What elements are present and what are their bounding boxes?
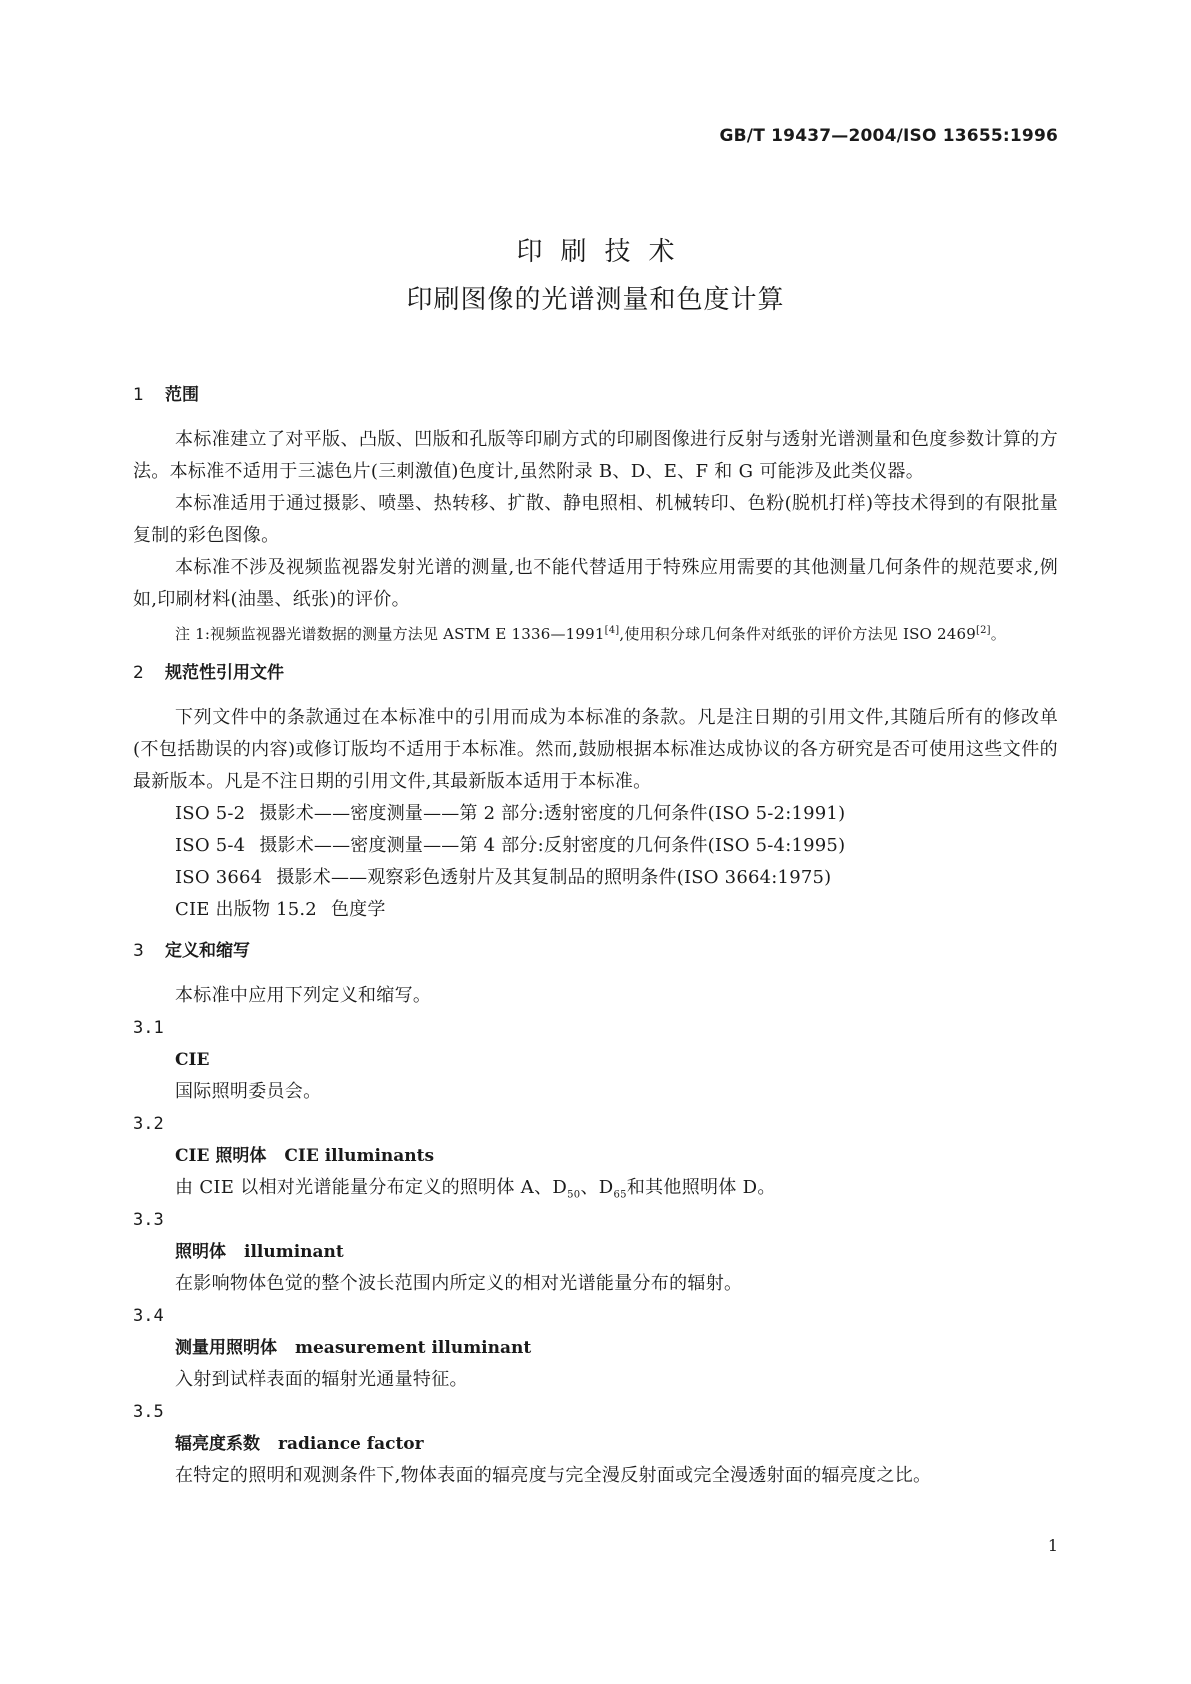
page-number: 1 <box>1047 1536 1058 1555</box>
section-1-heading <box>133 380 1058 410</box>
document-title <box>0 228 1191 324</box>
reference-item: ISO 5-2 摄影术——密度测量——第 2 部分:透射密度的几何条件(ISO 5-2:1991) <box>175 803 846 824</box>
reference-item: CIE 出版物 15.2 色度学 <box>175 899 386 920</box>
reference-item: ISO 3664 摄影术——观察彩色透射片及其复制品的照明条件(ISO 3664:1975) <box>175 867 832 888</box>
title-line-1: 印刷技术 <box>516 237 693 267</box>
paragraph: 下列文件中的条款通过在本标准中的引用而成为本标准的条款。凡是注日期的引用文件,其随后所有的修改单(不包括勘误的内容)或修订版均不适用于本标准。然而,鼓励根据本标准达成协议的各方研究是否可使用这些文件的最新版本。凡是不注日期的引用文件,其最新版本适用于本标准。 <box>133 707 1058 792</box>
section-title: 定义和缩写 <box>165 941 250 961</box>
reference-item: ISO 5-4 摄影术——密度测量——第 4 部分:反射密度的几何条件(ISO 5-4:1995) <box>175 835 846 856</box>
clause-number: 3.4 <box>133 1306 164 1326</box>
clause-number: 3.2 <box>133 1114 164 1134</box>
term: CIE <box>175 1050 210 1070</box>
paragraph: 本标准适用于通过摄影、喷墨、热转移、扩散、静电照相、机械转印、色粉(脱机打样)等技术得到的有限批量复制的彩色图像。 <box>133 493 1058 546</box>
section-2-heading <box>133 658 1058 688</box>
paragraph: 本标准不涉及视频监视器发射光谱的测量,也不能代替适用于特殊应用需要的其他测量几何条件的规范要求,例如,印刷材料(油墨、纸张)的评价。 <box>133 557 1058 610</box>
section-title: 规范性引用文件 <box>165 663 284 683</box>
clause-number: 3.1 <box>133 1018 164 1038</box>
section-number: 2 <box>133 663 144 683</box>
paragraph: 本标准中应用下列定义和缩写。 <box>175 985 432 1006</box>
section-number: 1 <box>133 385 144 405</box>
term-definition: 由 CIE 以相对光谱能量分布定义的照明体 A、$D_{50}$、$D_{65}$和其他照明体 D。 <box>175 1177 776 1201</box>
term-definition: 在影响物体色觉的整个波长范围内所定义的相对光谱能量分布的辐射。 <box>175 1273 743 1294</box>
clause-number: 3.3 <box>133 1210 164 1230</box>
title-line-2: 印刷图像的光谱测量和色度计算 <box>406 285 785 315</box>
term: 辐亮度系数 radiance factor <box>175 1434 424 1454</box>
section-3-heading <box>133 936 1058 966</box>
section-number: 3 <box>133 941 144 961</box>
term-definition: 入射到试样表面的辐射光通量特征。 <box>175 1369 468 1390</box>
paragraph: 本标准建立了对平版、凸版、凹版和孔版等印刷方式的印刷图像进行反射与透射光谱测量和色度参数计算的方法。本标准不适用于三滤色片(三刺激值)色度计,虽然附录 B、D、E、F 和 G 可能涉及此类仪器。 <box>133 429 1058 482</box>
standard-code: GB/T 19437—2004/ISO 13655:1996 <box>719 126 1058 146</box>
term: 照明体 illuminant <box>175 1242 344 1262</box>
citation: [4] <box>604 625 620 636</box>
section-title: 范围 <box>165 385 199 405</box>
document-body <box>133 380 1058 1492</box>
term-definition: 国际照明委员会。 <box>175 1081 322 1102</box>
clause-number: 3.5 <box>133 1402 164 1422</box>
term-definition: 在特定的照明和观测条件下,物体表面的辐亮度与完全漫反射面或完全漫透射面的辐亮度之比。 <box>175 1465 932 1486</box>
term: CIE 照明体 CIE illuminants <box>175 1146 435 1166</box>
term: 测量用照明体 measurement illuminant <box>175 1338 532 1358</box>
citation: [2] <box>976 625 991 636</box>
note: 注 1:视频监视器光谱数据的测量方法见 ASTM E 1336—1991[4],使用积分球几何条件对纸张的评价方法见 ISO 2469[2]。 <box>175 625 1006 643</box>
